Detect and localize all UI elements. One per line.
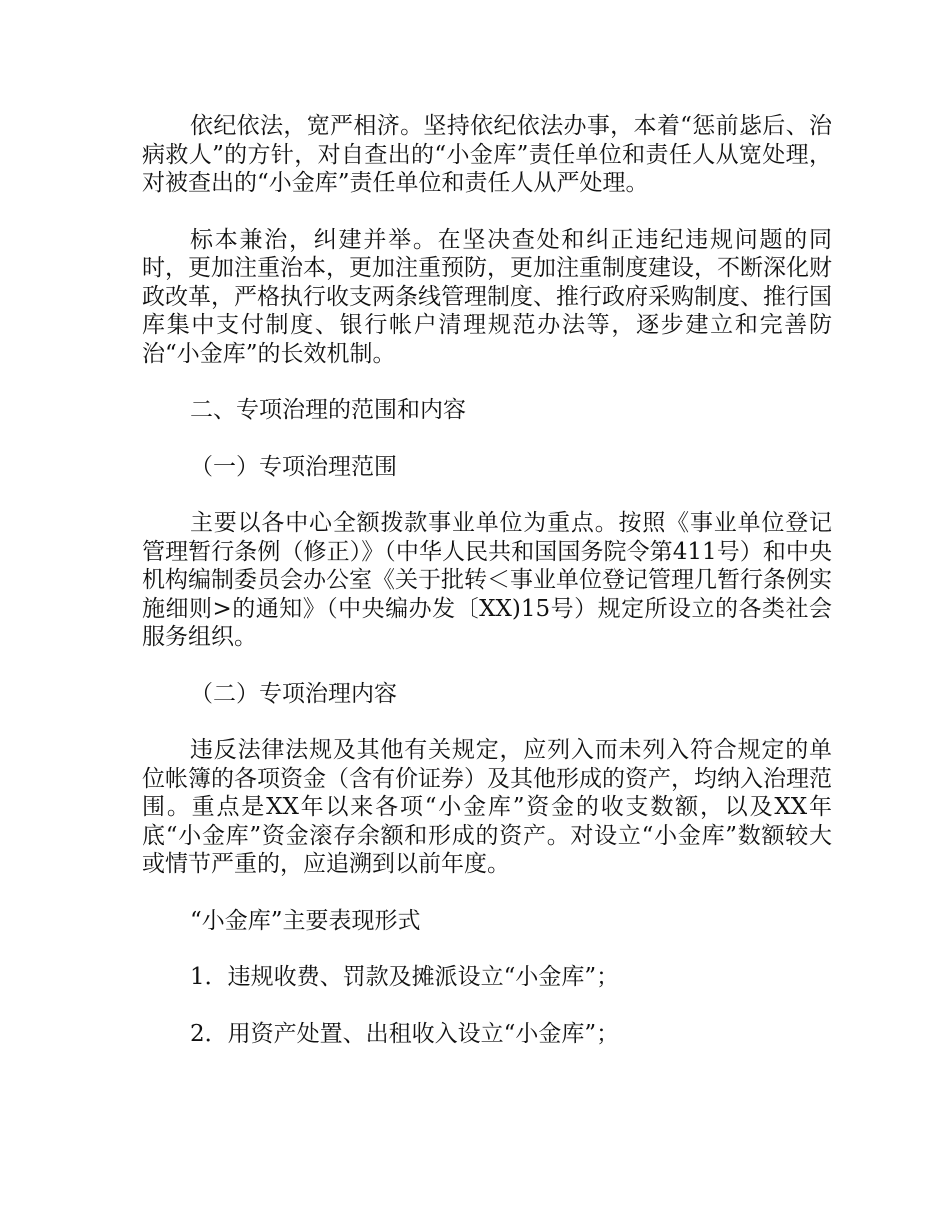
list-item-asset-disposal: 2．用资产处置、出租收入设立“小金库”； [190,1020,620,1047]
paragraph-principle-root-causes: 标本兼治，纠建并举。在坚决查处和纠正违纪违规问题的同时，更加注重治本，更加注重预防，更加注重制度建设，不断深化财政改革，严格执行收支两条线管理制度、推行政府采购制度、推行国库集中支付制度、银行帐户清理规范办法等，逐步建立和完善防治“小金库”的长效机制。 [142,226,832,367]
scope-paragraph: 主要以各中心全额拨款事业单位为重点。按照《事业单位登记管理暂行条例（修正）》（中华人民共和国国务院令第411号）和中央机构编制委员会办公室《关于批转＜事业单位登记管理几暂行条例实施细则>的通知》（中央编办发〔XX)15号）规定所设立的各类社会服务组织。 [142,510,832,650]
list-item-fees-fines: 1．违规收费、罚款及摊派设立“小金库”； [190,964,620,990]
content-paragraph: 违反法律法规及其他有关规定，应列入而未列入符合规定的单位帐簿的各项资金（含有价证券）及其他形成的资产，均纳入治理范围。重点是XX年以来各项“小金库”资金的收支数额，以及XX年底“小金库”资金滚存余额和形成的资产。对设立“小金库”数额较大或情节严重的，应追溯到以前年度。 [142,737,832,877]
section-heading: 二、专项治理的范围和内容 [190,397,466,423]
paragraph-principle-lenient-strict: 依纪依法，宽严相济。坚持依纪依法办事，本着“惩前毖后、治病救人”的方针，对自查出的“小金库”责任单位和责任人从宽处理，对被查出的“小金库”责任单位和责任人从严处理。 [142,113,832,196]
forms-heading: “小金库”主要表现形式 [190,907,421,934]
document-body [142,112,832,1076]
scope-heading: （一）专项治理范围 [190,453,397,480]
content-heading: （二）专项治理内容 [190,680,397,707]
